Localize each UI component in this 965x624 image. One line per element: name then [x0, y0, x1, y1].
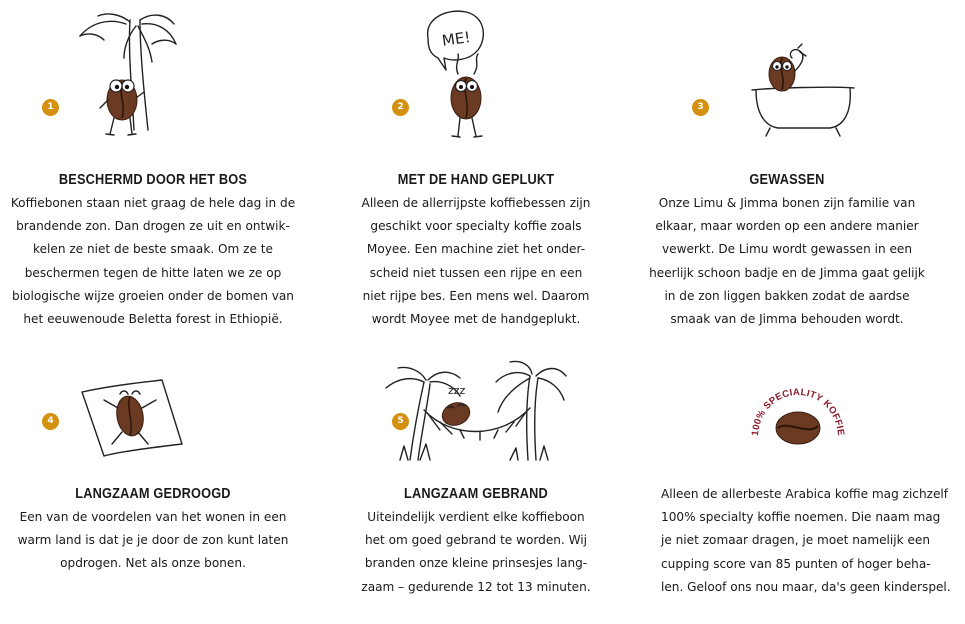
step-number-badge: 4	[42, 413, 59, 430]
step-description: Uiteindelijk verdient elke koffieboon het om goed gebrand te worden. Wij branden onze kleine prinsesjes lang- zaam – gedurende 12 tot 13 minuten.	[361, 510, 591, 594]
step-description: Een van de voordelen van het wonen in een warm land is dat je je door de zon kunt laten opdrogen. Net als onze bonen.	[17, 510, 289, 571]
step-title: LANGZAAM GEDROOGD	[75, 486, 231, 502]
step-title: GEWASSEN	[749, 172, 825, 188]
snore-text: zzz	[448, 384, 466, 397]
step-number-badge: 2	[392, 99, 409, 116]
step-number-badge: 5	[392, 413, 409, 430]
bean-on-towel-illustration	[78, 378, 188, 458]
step-description: Onze Limu & Jimma bonen zijn familie van elkaar, maar worden op een andere manier vewerkt. De Limu wordt gewassen in een heerlijk schoon badje en de Jimma gaat gelijk in de zon liggen bakken zodat de aardse smaak van de Jimma behouden wordt.	[649, 196, 925, 327]
bean-under-palm-illustration	[70, 12, 180, 142]
step-title: BESCHERMD DOOR HET BOS	[58, 172, 248, 188]
bean-speech-bubble-illustration	[418, 8, 518, 148]
step-title: MET DE HAND GEPLUKT	[397, 172, 555, 188]
bean-in-bathtub-illustration	[748, 42, 858, 142]
bean-in-hammock-illustration	[380, 360, 570, 470]
step-number-badge: 1	[42, 99, 59, 116]
specialty-description: Alleen de allerbeste Arabica koffie mag zichzelf 100% specialty koffie noemen. Die naam mag je niet zomaar dragen, je moet namelijk een cupping score van 85 punten of hoger beha- len. Geloof ons nou maar, da's geen kinderspel.	[661, 487, 951, 594]
step-title: LANGZAAM GEBRAND	[404, 486, 548, 502]
step-description: Koffiebonen staan niet graag de hele dag in de brandende zon. Dan drogen ze uit en ontwik- kelen ze niet de beste smaak. Om ze te beschermen tegen de hitte laten we ze op biologische wijze groeien onder de bomen van het eeuwenoude Beletta forest in Ethiopië.	[10, 196, 296, 327]
logo-arc-text: 100% SPECIALITY KOFFIE	[749, 386, 847, 437]
step-number-badge: 3	[692, 99, 709, 116]
speech-bubble-text: ME!	[440, 28, 472, 50]
speciality-koffie-logo	[748, 372, 848, 452]
step-description: Alleen de allerrijpste koffiebessen zijn geschikt voor specialty koffie zoals Moyee. Een machine ziet het onder- scheid niet tussen een rijpe en een niet rijpe bes. Een mens wel. Daarom wordt Moyee met de handgeplukt.	[361, 196, 591, 327]
